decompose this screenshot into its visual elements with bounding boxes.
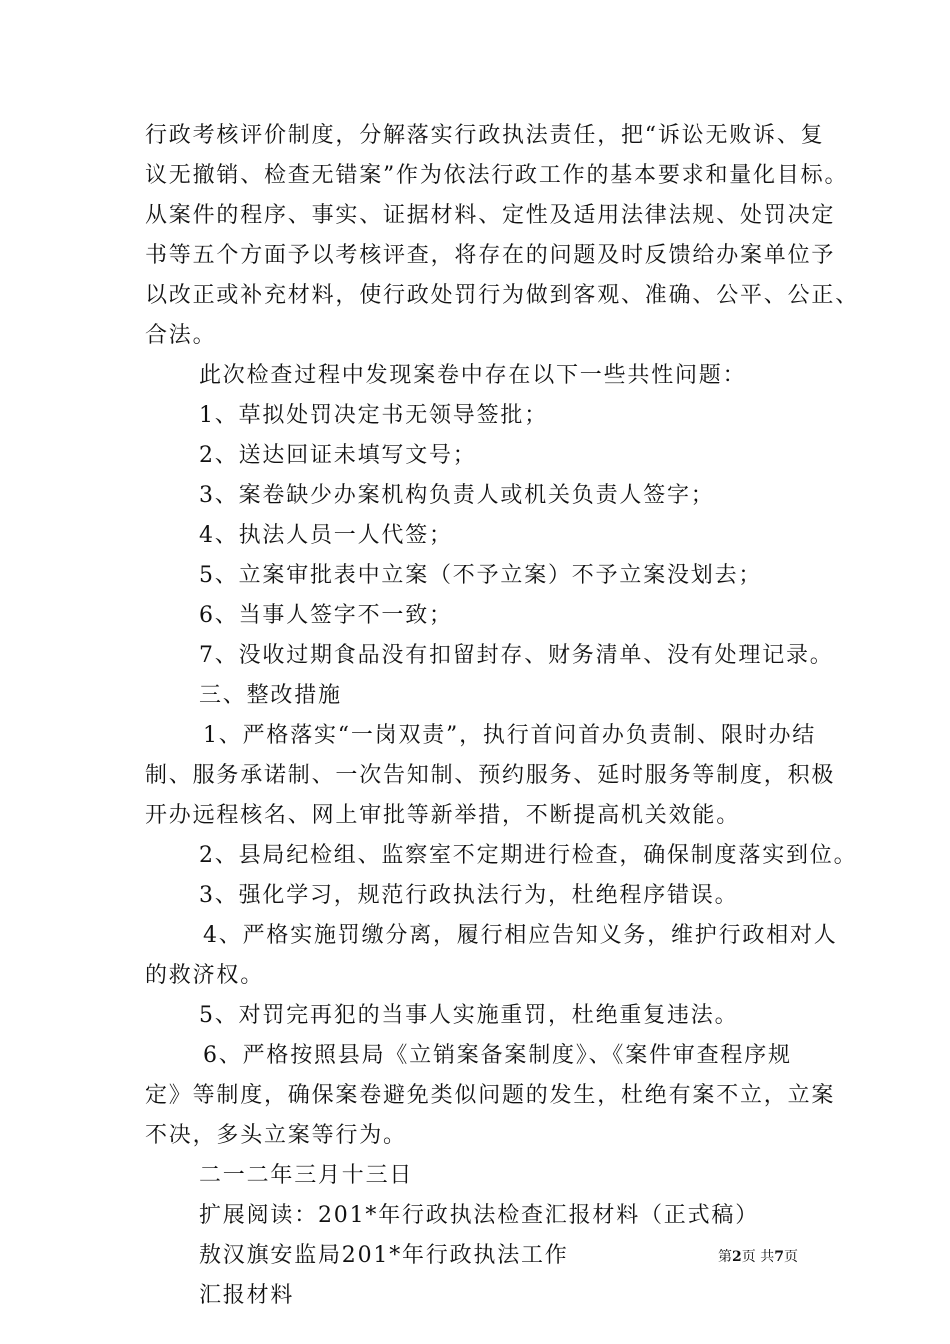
extended-reading-title: 扩展阅读：201*年行政执法检查汇报材料（正式稿） xyxy=(199,1203,759,1228)
list-item: 3、案卷缺少办案机构负责人或机关负责人签字； xyxy=(199,483,715,508)
list-item: 2、送达回证未填写文号； xyxy=(199,443,477,468)
paragraph-line: 不决，多头立案等行为。 xyxy=(145,1123,407,1148)
report-title-line: 敖汉旗安监局201*年行政执法工作 xyxy=(199,1243,569,1268)
list-item: 5、对罚完再犯的当事人实施重罚，杜绝重复违法。 xyxy=(199,1003,739,1028)
list-item: 4、执法人员一人代签； xyxy=(199,523,453,548)
footer-suffix: 页 xyxy=(783,1249,798,1265)
paragraph-line: 定》等制度，确保案卷避免类似问题的发生，杜绝有案不立，立案 xyxy=(145,1083,836,1108)
page-footer xyxy=(718,1248,798,1266)
paragraph-line: 书等五个方面予以考核评查，将存在的问题及时反馈给办案单位予 xyxy=(145,243,836,268)
footer-prefix: 第 xyxy=(718,1249,732,1265)
document-date: 二一二年三月十三日 xyxy=(199,1163,414,1188)
list-item: 6、严格按照县局《立销案备案制度》、《案件审查程序规 xyxy=(203,1043,792,1068)
list-item: 3、强化学习，规范行政执法行为，杜绝程序错误。 xyxy=(199,883,739,908)
paragraph-line: 议无撤销、检查无错案”作为依法行政工作的基本要求和量化目标。 xyxy=(145,163,849,188)
paragraph-line: 此次检查过程中发现案卷中存在以下一些共性问题： xyxy=(199,363,747,388)
footer-middle: 页 共 xyxy=(741,1249,775,1265)
paragraph-line: 行政考核评价制度，分解落实行政执法责任，把“诉讼无败诉、复 xyxy=(145,123,825,148)
list-item: 1、草拟处罚决定书无领导签批； xyxy=(199,403,548,428)
list-item: 2、县局纪检组、监察室不定期进行检查，确保制度落实到位。 xyxy=(199,843,858,868)
list-item: 4、严格实施罚缴分离，履行相应告知义务，维护行政相对人 xyxy=(203,923,838,948)
list-item: 7、没收过期食品没有扣留封存、财务清单、没有处理记录。 xyxy=(199,643,834,668)
paragraph-line: 从案件的程序、事实、证据材料、定性及适用法律法规、处罚决定 xyxy=(145,203,836,228)
section-heading: 三、整改措施 xyxy=(199,683,342,708)
report-title-line: 汇报材料 xyxy=(199,1283,295,1308)
paragraph-line: 制、服务承诺制、一次告知制、预约服务、延时服务等制度，积极 xyxy=(145,763,836,788)
list-item: 6、当事人签字不一致； xyxy=(199,603,453,628)
list-item: 5、立案审批表中立案（不予立案）不予立案没划去； xyxy=(199,563,763,588)
paragraph-line: 开办远程核名、网上审批等新举措，不断提高机关效能。 xyxy=(145,803,741,828)
paragraph-line: 的救济权。 xyxy=(145,963,265,988)
paragraph-line: 合法。 xyxy=(145,323,217,348)
total-page-number: 7 xyxy=(774,1249,784,1265)
list-item: 1、严格落实“一岗双责”，执行首问首办负责制、限时办结 xyxy=(203,723,817,748)
current-page-number: 2 xyxy=(732,1249,742,1265)
paragraph-line: 以改正或补充材料，使行政处罚行为做到客观、准确、公平、公正、 xyxy=(145,283,860,308)
